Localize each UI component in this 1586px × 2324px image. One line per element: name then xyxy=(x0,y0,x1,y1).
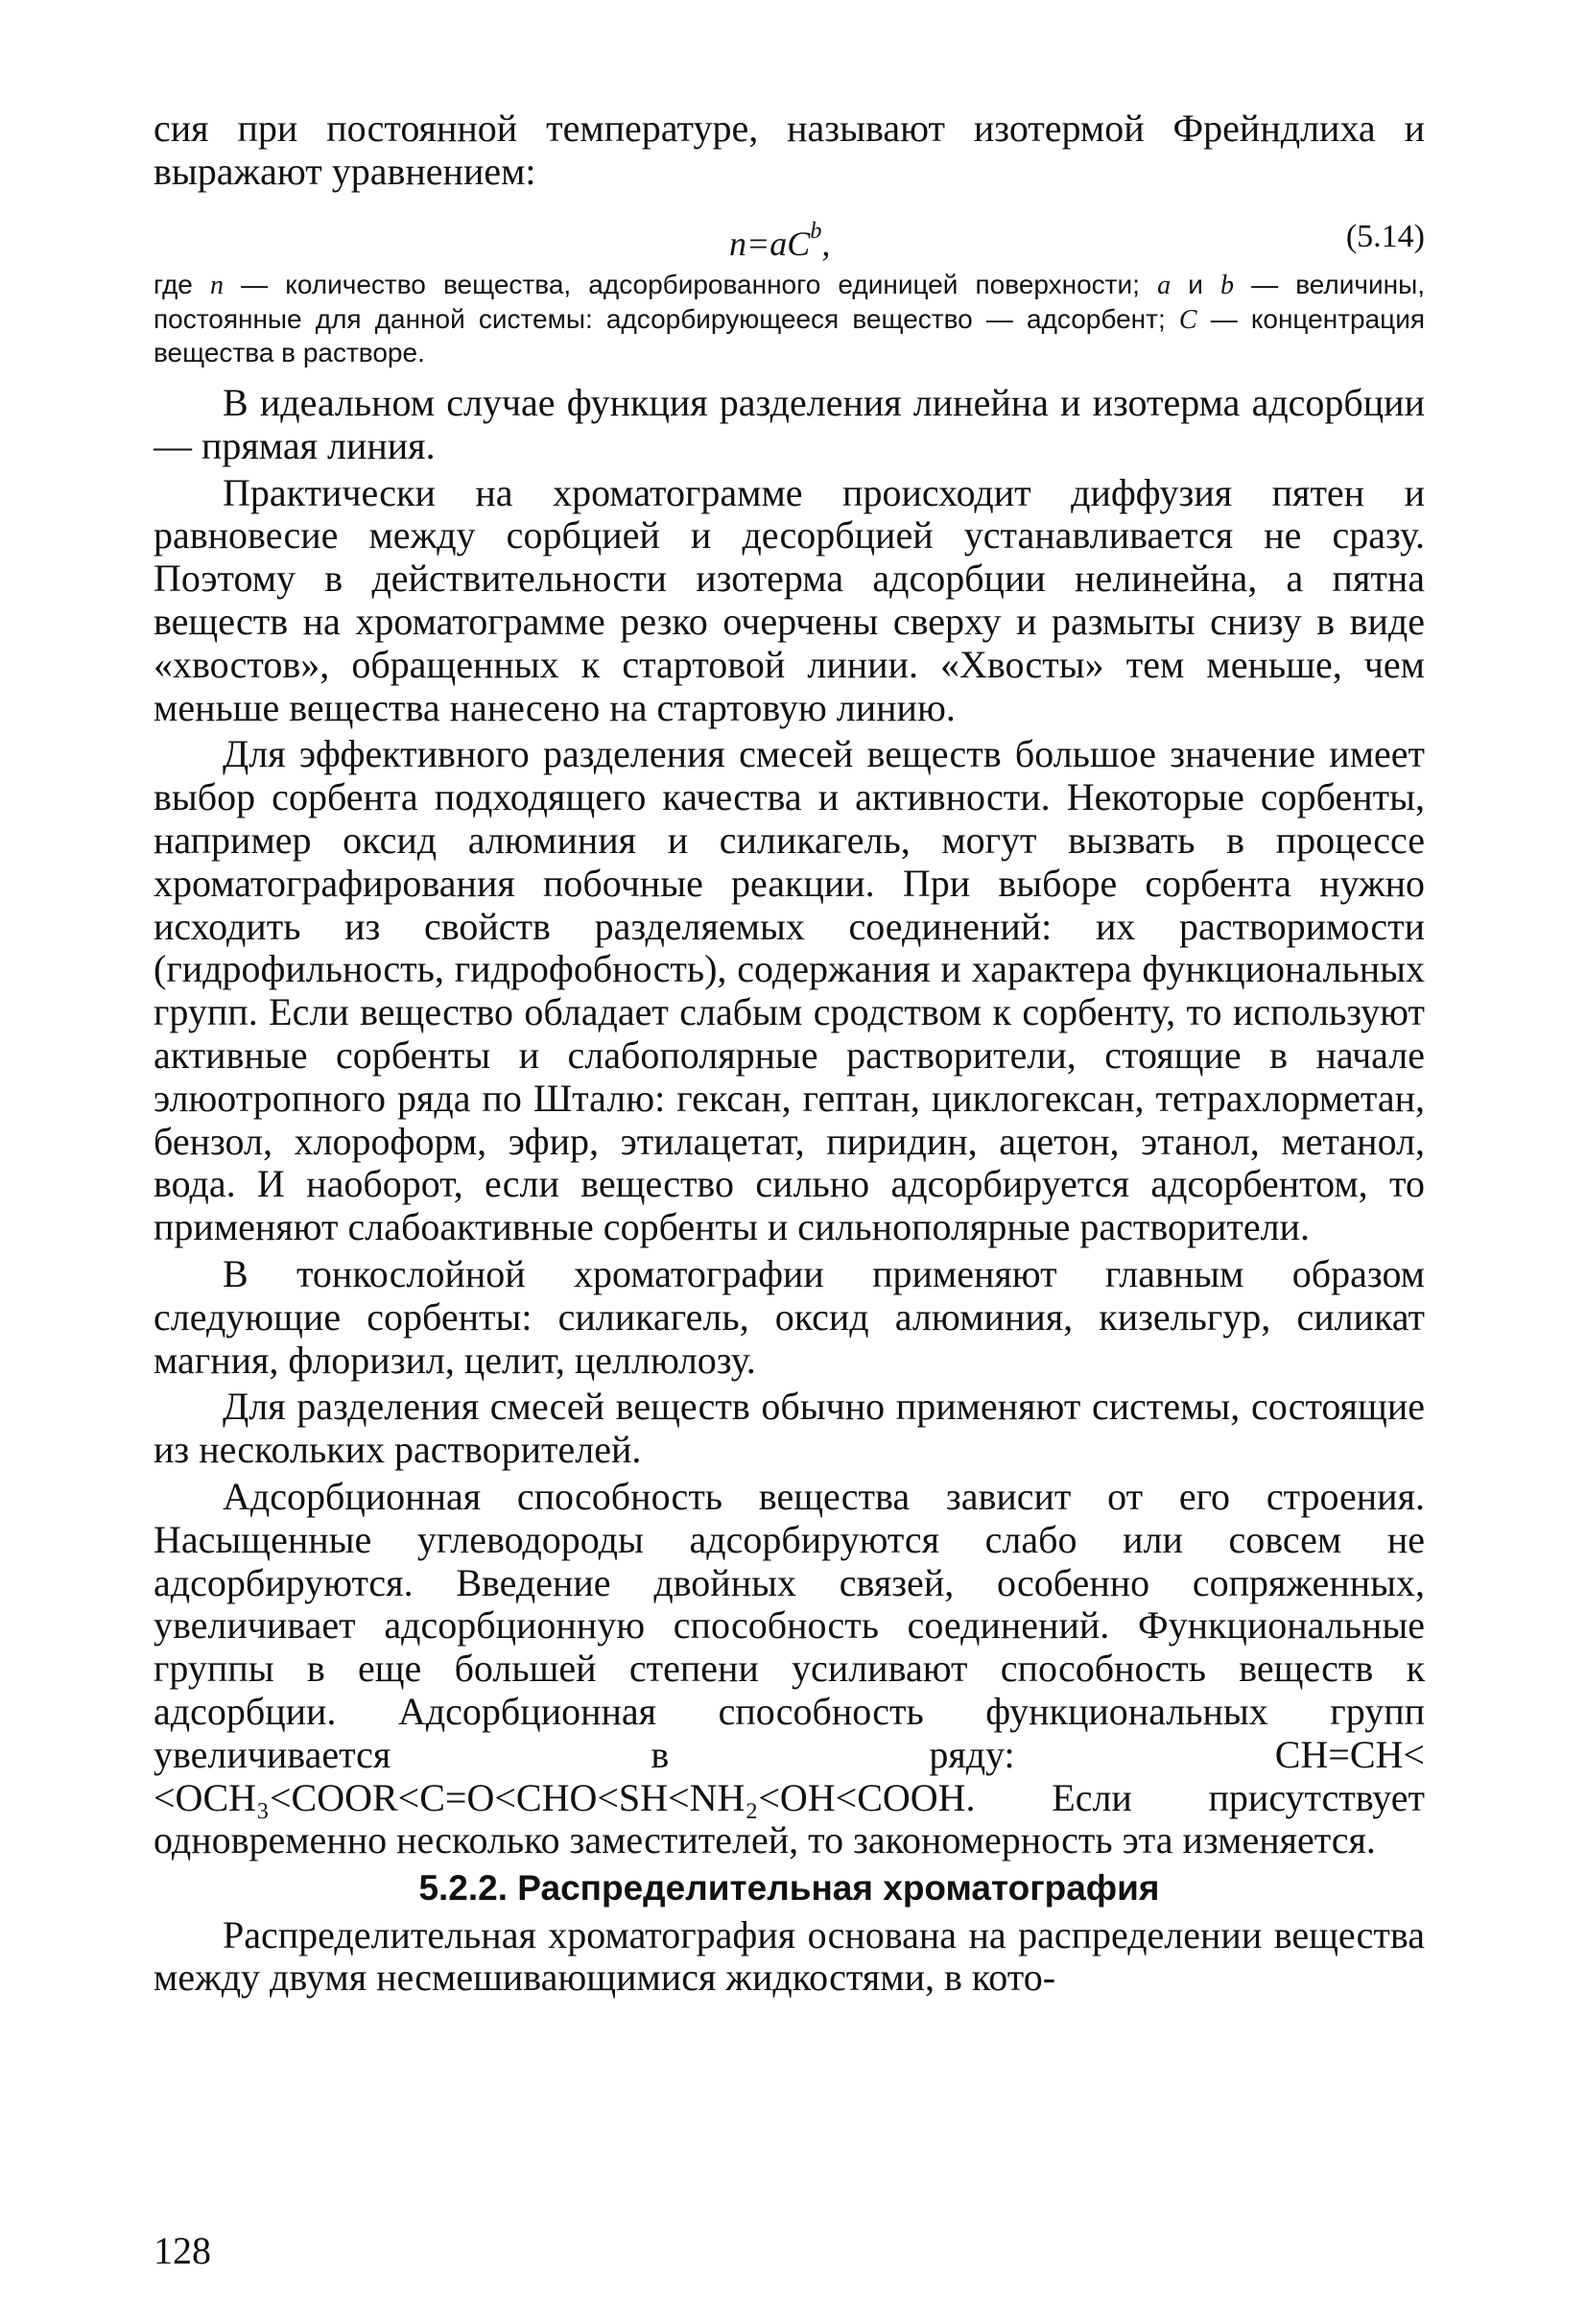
paragraph-tlc-sorbents: В тонкослойной хроматографии применяют главным образом следующие сорбенты: силикагель, оксид алюминия, кизельгур, силикат магния, флоризил, целит, целлюлозу. xyxy=(154,1251,1425,1382)
paragraph-diffusion: Практически на хроматограмме происходит диффузия пятен и равновесие между сорбцией и десорбцией устанавливается не сразу. Поэтому в действительности изотерма адсорбции нелинейна, а пятна веществ на хроматограмме резко очерчены сверху и размыты снизу в виде «хвостов», обращенных к стартовой линии. «Хвосты» тем меньше, чем меньше вещества нанесено на стартовую линию. xyxy=(154,470,1425,729)
continuation-paragraph xyxy=(154,107,1425,194)
equation-number: (5.14) xyxy=(1345,219,1425,254)
main-text xyxy=(154,382,1425,2004)
var-n: n xyxy=(210,271,224,300)
section-heading: 5.2.2. Распределительная хроматография xyxy=(418,1868,1160,1909)
formula-exponent: b xyxy=(810,219,822,244)
equation-5-14 xyxy=(154,219,1425,265)
paragraph-adsorption-capacity: Адсорбционная способность вещества зависит от его строения. Насыщенные углеводороды адсорбируются слабо или совсем не адсорбируются. Введение двойных связей, особенно сопряженных, увеличивает адсорбционную способность соединений. Функциональные группы в еще большей степени усиливают способность веществ к адсорбции. Адсорбционная способность функциональных групп увеличивается в ряду: CH=CH< <OCH₃<COOR<C=O<CHO<SH<NH₂<OH<COOH. Если присутствует одновременно несколько заместителей, то закономерность эта изменяется. xyxy=(154,1474,1425,1862)
page-number: 128 xyxy=(154,2229,211,2272)
freundlich-formula: $n=aC^b$, xyxy=(729,219,831,263)
var-a: a xyxy=(1157,271,1172,300)
paragraph-ideal-case: В идеальном случае функция разделения линейна и изотерма адсорбции — прямая линия. xyxy=(154,381,1425,467)
paragraph-partition: Распределительная хроматография основана на распределении вещества между двумя несмешивающимися жидкостями, в кото- xyxy=(154,1912,1425,2000)
var-c: C xyxy=(1178,304,1197,335)
var-b: b xyxy=(1219,271,1234,300)
equation-legend: где n — количество вещества, адсорбированного единицей поверхности; a и b — величины, постоянные для данной системы: адсорбирующееся вещество — адсорбент; C — концентрация вещества в растворе. xyxy=(154,270,1426,368)
paragraph-solvent-systems: Для разделения смесей веществ обычно применяют системы, состоящие из нескольких растворителей. xyxy=(154,1385,1425,1472)
paragraph-text: сия при постоянной температуре, называют изотермой Фрейндлиха и выражают уравнением: xyxy=(154,107,1425,193)
paragraph-sorbent-choice: Для эффективного разделения смесей веществ большое значение имеет выбор сорбента подходящего качества и активности. Некоторые сорбенты, например оксид алюминия и силикагель, могут вызвать в процессе хроматографирования побочные реакции. При выборе сорбента нужно исходить из свойств разделяемых соединений: их растворимости (гидрофильность, гидрофобность), содержания и характера функциональных групп. Если вещество обладает слабым сродством к сорбенту, то используют активные сорбенты и слабополярные растворители, стоящие в начале элюотропного ряда по Шталю: гексан, гептан, циклогексан, тетрахлорметан, бензол, хлороформ, эфир, этилацетат, пиридин, ацетон, этанол, метанол, вода. И наоборот, если вещество сильно адсорбируется адсорбентом, то применяют слабоактивные сорбенты и сильнополярные растворители. xyxy=(154,732,1425,1249)
